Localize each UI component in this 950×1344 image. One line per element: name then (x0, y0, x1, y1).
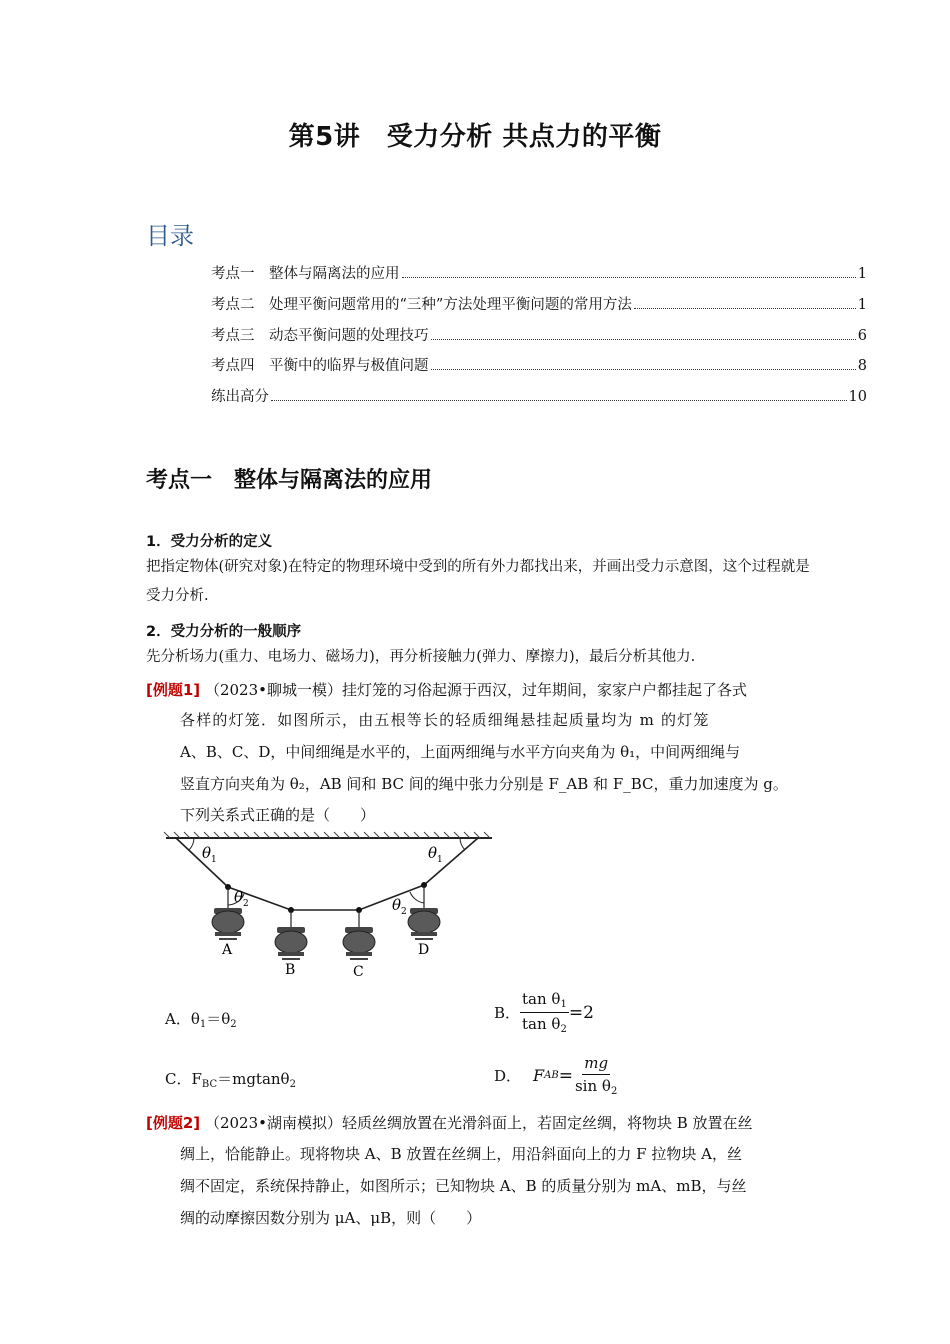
option-subscript: 2 (230, 1019, 237, 1030)
lantern-label-a: A (222, 942, 233, 958)
example2-line: 绸不固定，系统保持静止，如图所示；已知物块 A、B 的质量分别为 mA、mB，与丝 (180, 1177, 747, 1195)
toc-item-label: 练出高分 (211, 389, 269, 405)
fraction-numerator (520, 990, 569, 1013)
paragraph-order: 先分析场力(重力、电场力、磁场力)，再分析接触力(弹力、摩擦力)，最后分析其他力. (146, 649, 696, 665)
toc-item[interactable] (211, 262, 867, 283)
toc-leader-dots (271, 399, 847, 401)
toc-item-page: 1 (857, 297, 867, 313)
paragraph-definition: 把指定物体(研究对象)在特定的物理环境中受到的所有外力都找出来，并画出受力示意图，这个过程就是受力分析. (146, 559, 810, 604)
lantern-label-c: C (353, 964, 364, 980)
toc-leader-dots (634, 307, 856, 309)
lantern-label-b: B (285, 962, 296, 978)
lantern-a (212, 908, 244, 958)
option-text: = (558, 1065, 573, 1086)
toc-item-page: 10 (848, 389, 867, 405)
theta-sub: 2 (243, 899, 249, 909)
example1-line (146, 679, 747, 700)
fraction-denominator (520, 1013, 569, 1035)
example2-line: 绸的动摩擦因数分别为 μA、μB，则（ ） (180, 1209, 482, 1227)
page-title: 第5讲 受力分析 共点力的平衡 (288, 122, 662, 152)
subheading-order: 2．受力分析的一般顺序 (146, 624, 302, 640)
option-text: =2 (568, 1002, 594, 1023)
theta-label: θ (202, 844, 212, 862)
toc-item-label: 考点一 整体与隔离法的应用 (211, 266, 400, 282)
example1-line: A、B、C、D，中间细绳是水平的，上面两细绳与水平方向夹角为 θ₁，中间两细绳与 (180, 743, 741, 761)
option-subscript: 1 (560, 999, 567, 1010)
option-text: ＝mgtanθ (217, 1070, 290, 1088)
example2-tag: [例题2] (146, 1114, 201, 1132)
lantern-figure (160, 830, 500, 985)
toc-item[interactable] (211, 293, 867, 314)
toc-item[interactable] (211, 354, 867, 375)
toc-item-page: 1 (857, 266, 867, 282)
theta-sub: 1 (211, 855, 217, 865)
toc-item-page: 8 (857, 358, 867, 374)
option-text: tan θ (522, 1015, 561, 1033)
option-c[interactable] (165, 1068, 296, 1090)
theta-sub: 2 (401, 907, 407, 917)
example1-line: 竖直方向夹角为 θ₂，AB 间和 BC 间的绳中张力分别是 F_AB 和 F_BC，重力加速度为 g。 (180, 775, 788, 793)
fraction (573, 1054, 619, 1097)
toc-item[interactable] (211, 324, 867, 345)
theta-label: θ (392, 896, 402, 914)
section-heading: 考点一 整体与隔离法的应用 (146, 468, 433, 493)
option-text: tan θ (522, 990, 561, 1008)
fraction-denominator (573, 1075, 619, 1097)
theta-label: θ (234, 888, 244, 906)
fraction (520, 990, 569, 1035)
toc-leader-dots (431, 368, 856, 370)
option-subscript: 2 (610, 1086, 618, 1097)
option-subscript: 2 (560, 1024, 567, 1035)
option-a[interactable] (165, 1008, 237, 1030)
subheading-definition: 1．受力分析的定义 (146, 534, 273, 550)
option-text: F (191, 1070, 202, 1088)
option-letter: D． (494, 1067, 522, 1085)
example1-line: 下列关系式正确的是（ ） (180, 806, 376, 824)
toc-heading: 目录 (146, 222, 194, 250)
example1-line: 各样的灯笼．如图所示，由五根等长的轻质细绳悬挂起质量均为 m 的灯笼 (180, 711, 710, 729)
toc-leader-dots (431, 338, 856, 340)
example2-text: （2023•湖南模拟）轻质丝绸放置在光滑斜面上，若固定丝绸，将物块 B 放置在丝 (204, 1114, 753, 1132)
toc-item-label: 考点四 平衡中的临界与极值问题 (211, 358, 429, 374)
example1-text: （2023•聊城一模）挂灯笼的习俗起源于西汉，过年期间，家家户户都挂起了各式 (204, 681, 747, 699)
example2-line: 绸上，恰能静止。现将物块 A、B 放置在丝绸上，用沿斜面向上的力 F 拉物块 A，丝 (180, 1145, 742, 1163)
theta-sub: 1 (437, 855, 443, 865)
lantern-b (275, 927, 307, 978)
option-b[interactable] (494, 990, 594, 1035)
toc-item[interactable] (211, 385, 867, 406)
fraction-numerator: mg (582, 1054, 610, 1075)
example1-tag: [例题1] (146, 681, 201, 699)
option-text: θ (190, 1010, 200, 1028)
toc-leader-dots (402, 276, 856, 278)
option-subscript: 2 (289, 1079, 296, 1090)
option-subscript: 1 (199, 1019, 207, 1030)
example2-line (146, 1112, 753, 1133)
ceiling (164, 832, 492, 838)
toc-item-label: 考点二 处理平衡问题常用的“三种”方法处理平衡问题的常用方法 (211, 297, 632, 313)
lantern-d (408, 908, 440, 958)
lantern-label-d: D (418, 942, 430, 958)
option-text: ＝θ (206, 1010, 231, 1028)
toc-item-label: 考点三 动态平衡问题的处理技巧 (211, 328, 429, 344)
option-subscript: AB (544, 1070, 559, 1081)
option-letter: C． (165, 1070, 192, 1088)
option-letter: A． (165, 1010, 191, 1028)
theta-label: θ (428, 844, 438, 862)
option-letter: B． (494, 1004, 521, 1022)
option-d[interactable] (494, 1054, 619, 1097)
option-text: F (533, 1066, 545, 1085)
option-subscript: BC (201, 1079, 218, 1090)
option-text: sin θ (574, 1077, 611, 1095)
toc-item-page: 6 (857, 328, 867, 344)
lantern-c (343, 927, 375, 980)
